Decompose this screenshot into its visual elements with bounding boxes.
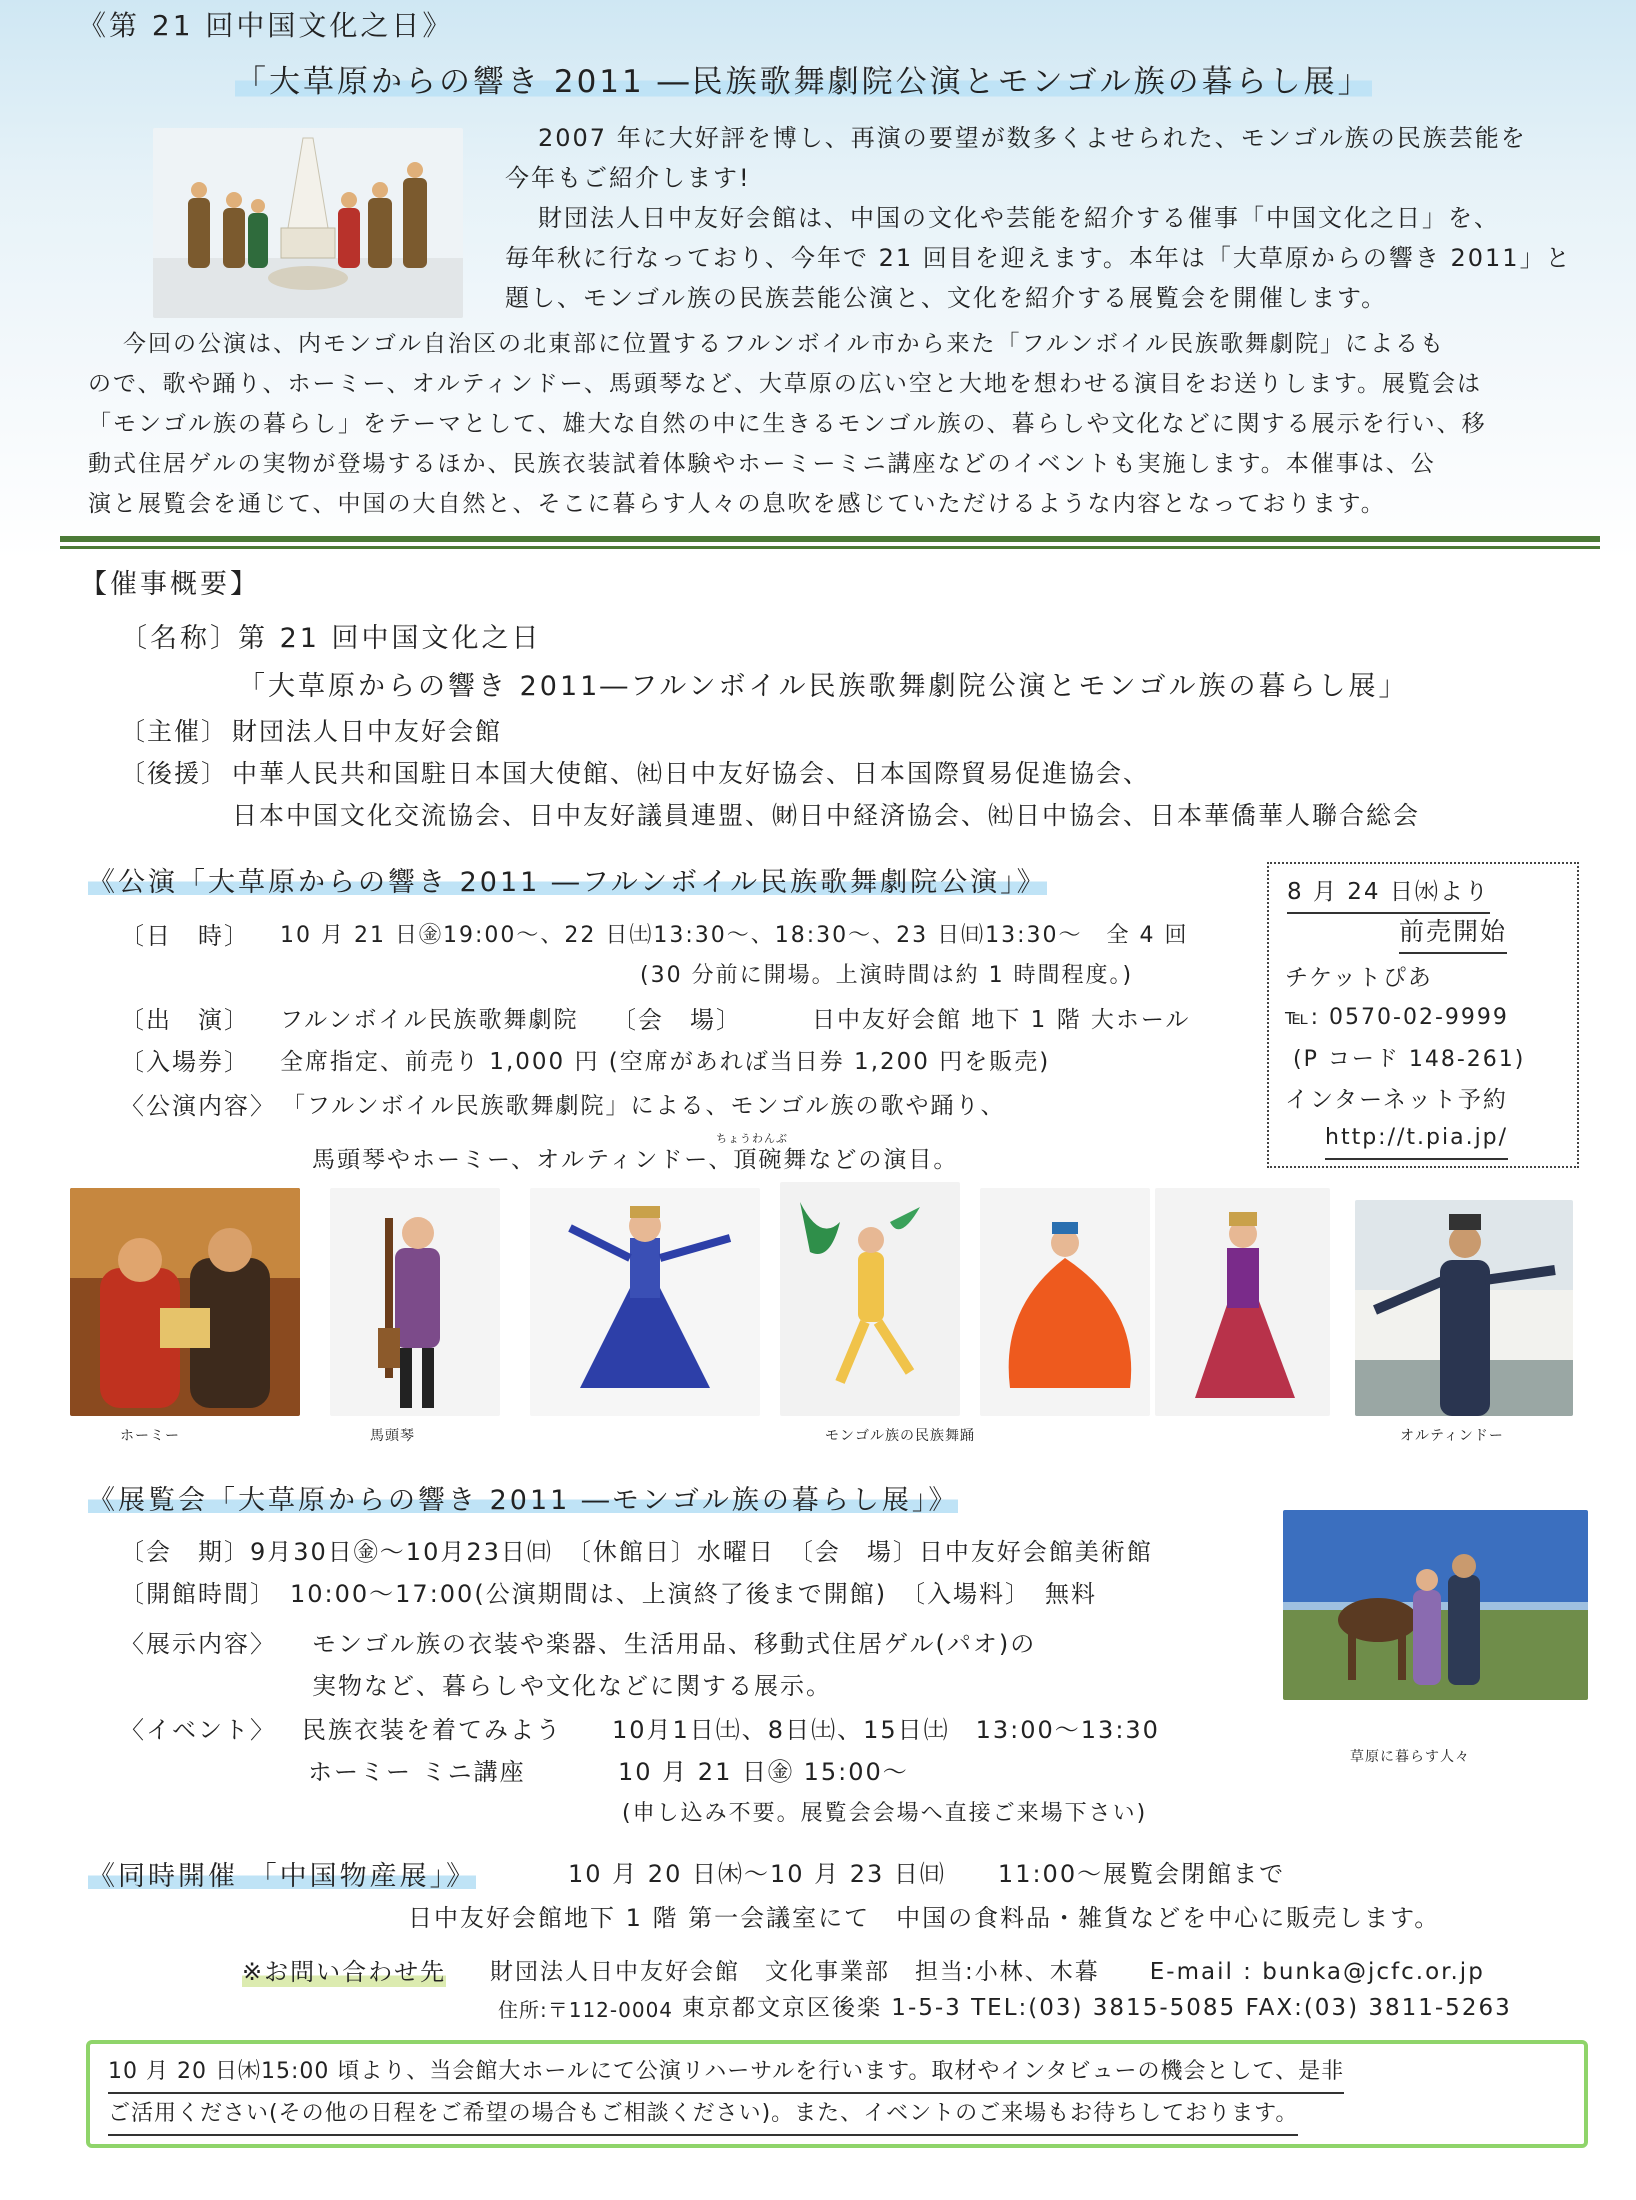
support-label: 〔後援〕 [120, 759, 229, 788]
ticket-tel: ℡: 0570-02-9999 [1285, 1005, 1509, 1030]
perf-ticket-value: 全席指定、前売り 1,000 円 (空席があれば当日券 1,200 円を販売) [280, 1049, 1051, 1075]
perf-date-note: (30 分前に開場。上演時間は約 1 時間程度。) [640, 963, 1134, 988]
perf-cast-value: フルンボイル民族歌舞劇院 [280, 1007, 579, 1033]
ruby-text: ちょうわんぶ [716, 1132, 788, 1145]
host-label: 〔主催〕 [120, 717, 229, 746]
concurrent-detail: 日中友好会館地下 1 階 第一会議室にて 中国の食料品・雑貨などを中心に販売します。 [408, 1904, 1441, 1932]
perf-content-label: 〈公演内容〉 [120, 1092, 276, 1120]
caption-morin-khuur: 馬頭琴 [370, 1428, 415, 1444]
intro-line-5: 題し、モンゴル族の民族芸能公演と、文化を紹介する展覧会を開催します。 [505, 284, 1388, 312]
intro-para2-line-2: ので、歌や踊り、ホーミー、オルティンドー、馬頭琴など、大草原の広い空と大地を想わせる演目をお送りします。展覧会は [88, 371, 1483, 397]
caption-urtiin-duu: オルティンドー [1400, 1428, 1504, 1444]
perf-ticket-label: 〔入場券〕 [120, 1048, 250, 1076]
page-title: 「大草原からの響き 2011 ―民族歌舞劇院公演とモンゴル族の暮らし展」 [235, 56, 1372, 101]
exhibition-period: 〔会 期〕9月30日㊎～10月23日㈰ 〔休館日〕水曜日 〔会 場〕日中友好会館美術館 [120, 1538, 1153, 1566]
intro-photo [153, 128, 463, 318]
perf-venue-label: 〔会 場〕 [612, 1006, 742, 1034]
photo-dance-4 [1155, 1188, 1330, 1416]
divider-top [60, 536, 1600, 542]
exhibition-content-label: 〈展示内容〉 [120, 1630, 276, 1658]
overview-heading: 【催事概要】 [80, 569, 260, 600]
exhibition-event-label: 〈イベント〉 [120, 1716, 276, 1744]
name-label: 〔名称〕 [120, 623, 240, 654]
concurrent-dates: 10 月 20 日㈭～10 月 23 日㈰ 11:00～展覧会閉館まで [568, 1860, 1286, 1888]
contact-label: ※お問い合わせ先 [242, 1954, 446, 1990]
ticket-vendor: チケットぴあ [1285, 965, 1433, 991]
event1-name: 民族衣装を着てみよう [302, 1716, 562, 1744]
photo-dance-2 [780, 1182, 960, 1416]
photo-dance-1 [530, 1188, 760, 1416]
press-notice-box [86, 2040, 1588, 2148]
contact-address-label: 住所:〒112-0004 [498, 1998, 674, 2022]
divider-top-thin [60, 546, 1600, 549]
perf-date-value: 10 月 21 日㊎19:00～、22 日㈯13:30～、18:30～、23 日㈰13:30～ 全 4 回 [280, 923, 1189, 948]
event-note: (申し込み不要。展覧会会場へ直接ご来場下さい) [622, 1801, 1148, 1826]
intro-para2-line-4: 動式住居ゲルの実物が登場するほか、民族衣装試着体験やホーミーミニ講座などのイベントも実施します。本催事は、公 [88, 451, 1436, 477]
exhibition-heading: 《展覧会「大草原からの響き 2011 ―モンゴル族の暮らし展」》 [88, 1478, 958, 1517]
photo-urtiin-duu [1355, 1200, 1573, 1416]
notice-line-2: ご活用ください(その他の日程をご希望の場合もご相談ください)。また、イベントのご来場もお待ちしております。 [108, 2096, 1298, 2136]
support-value-1: 中華人民共和国駐日本国大使館、㈳日中友好協会、日本国際貿易促進協会、 [232, 759, 1151, 788]
intro-para2-line-3: 「モンゴル族の暮らし」をテーマとして、雄大な自然の中に生きるモンゴル族の、暮らしや文化などに関する展示を行い、移 [88, 411, 1487, 437]
intro-line-3: 財団法人日中友好会館は、中国の文化や芸能を紹介する催事「中国文化之日」を、 [538, 204, 1500, 232]
ticket-url[interactable]: http://t.pia.jp/ [1325, 1120, 1508, 1160]
photo-morin-khuur [330, 1188, 500, 1416]
event1-time: 10月1日㈯、8日㈯、15日㈯ 13:00～13:30 [612, 1716, 1160, 1744]
perf-content-value-1: 「フルンボイル民族歌舞劇院」による、モンゴル族の歌や踊り、 [282, 1093, 1006, 1119]
ticket-sale-title: 前売開始 [1399, 914, 1507, 954]
name-value-1: 第 21 回中国文化之日 [238, 623, 542, 654]
exhibition-content-value-2: 実物など、暮らしや文化などに関する展示。 [312, 1672, 832, 1700]
support-value-2: 日本中国文化交流協会、日中友好議員連盟、㈶日中経済協会、㈳日中協会、日本華僑華人聯合総会 [232, 801, 1421, 830]
perf-content-value-2: 馬頭琴やホーミー、オルティンドー、頂碗舞などの演目。 [312, 1147, 959, 1173]
photo-dance-3 [980, 1188, 1150, 1416]
intro-para2-line-1: 今回の公演は、内モンゴル自治区の北東部に位置するフルンボイル市から来た「フルンボイル民族歌舞劇院」によるも [123, 331, 1446, 357]
photo-khoomei [70, 1188, 300, 1416]
contact-address: 東京都文京区後楽 1-5-3 TEL:(03) 3815-5085 FAX:(03) 3811-5263 [682, 1995, 1512, 2021]
intro-line-4: 毎年秋に行なっており、今年で 21 回目を迎えます。本年は「大草原からの響き 2011」と [505, 244, 1572, 272]
intro-line-2: 今年もご紹介します! [505, 164, 751, 192]
intro-line-1: 2007 年に大好評を博し、再演の要望が数多くよせられた、モンゴル族の民族芸能を [538, 124, 1527, 152]
concurrent-heading: 《同時開催 「中国物産展」》 [88, 1854, 476, 1893]
event2-name: ホーミー ミニ講座 [308, 1758, 526, 1786]
contact-org: 財団法人日中友好会館 文化事業部 担当:小林、木暮 E-mail : bunka@jcfc.or.jp [490, 1959, 1485, 1985]
ticket-info-box [1267, 862, 1579, 1168]
perf-date-label: 〔日 時〕 [120, 922, 250, 950]
perf-venue-value: 日中友好会館 地下 1 階 大ホール [812, 1007, 1191, 1033]
intro-para2-line-5: 演と展覧会を通じて、中国の大自然と、そこに暮らす人々の息吹を感じていただけるような内容となっております。 [88, 491, 1386, 517]
exhibition-content-value-1: モンゴル族の衣装や楽器、生活用品、移動式住居ゲル(パオ)の [312, 1630, 1037, 1658]
caption-grassland-people: 草原に暮らす人々 [1350, 1749, 1470, 1765]
exhibition-hours: 〔開館時間〕 10:00～17:00(公演期間は、上演終了後まで開館) 〔入場料〕 無料 [120, 1580, 1098, 1608]
perf-cast-label: 〔出 演〕 [120, 1006, 250, 1034]
ticket-net: インターネット予約 [1285, 1087, 1508, 1113]
ticket-pcode: (P コード 148-261) [1293, 1047, 1526, 1072]
photo-grassland-people [1283, 1510, 1588, 1700]
ticket-sale-date: 8 月 24 日㈬より [1287, 874, 1490, 914]
notice-line-1: 10 月 20 日㈭15:00 頃より、当会館大ホールにて公演リハーサルを行います。取材やインタビューの機会として、是非 [108, 2054, 1344, 2094]
event-label: 《第 21 回中国文化之日》 [78, 9, 454, 42]
name-value-2: 「大草原からの響き 2011―フルンボイル民族歌舞劇院公演とモンゴル族の暮らし展」 [238, 671, 1409, 702]
caption-mongol-dance: モンゴル族の民族舞踊 [825, 1428, 975, 1444]
host-value: 財団法人日中友好会館 [232, 717, 503, 746]
event2-time: 10 月 21 日㊎ 15:00～ [618, 1758, 909, 1786]
caption-khoomei: ホーミー [120, 1428, 180, 1444]
performance-heading: 《公演「大草原からの響き 2011 ―フルンボイル民族歌舞劇院公演」》 [88, 860, 1047, 899]
